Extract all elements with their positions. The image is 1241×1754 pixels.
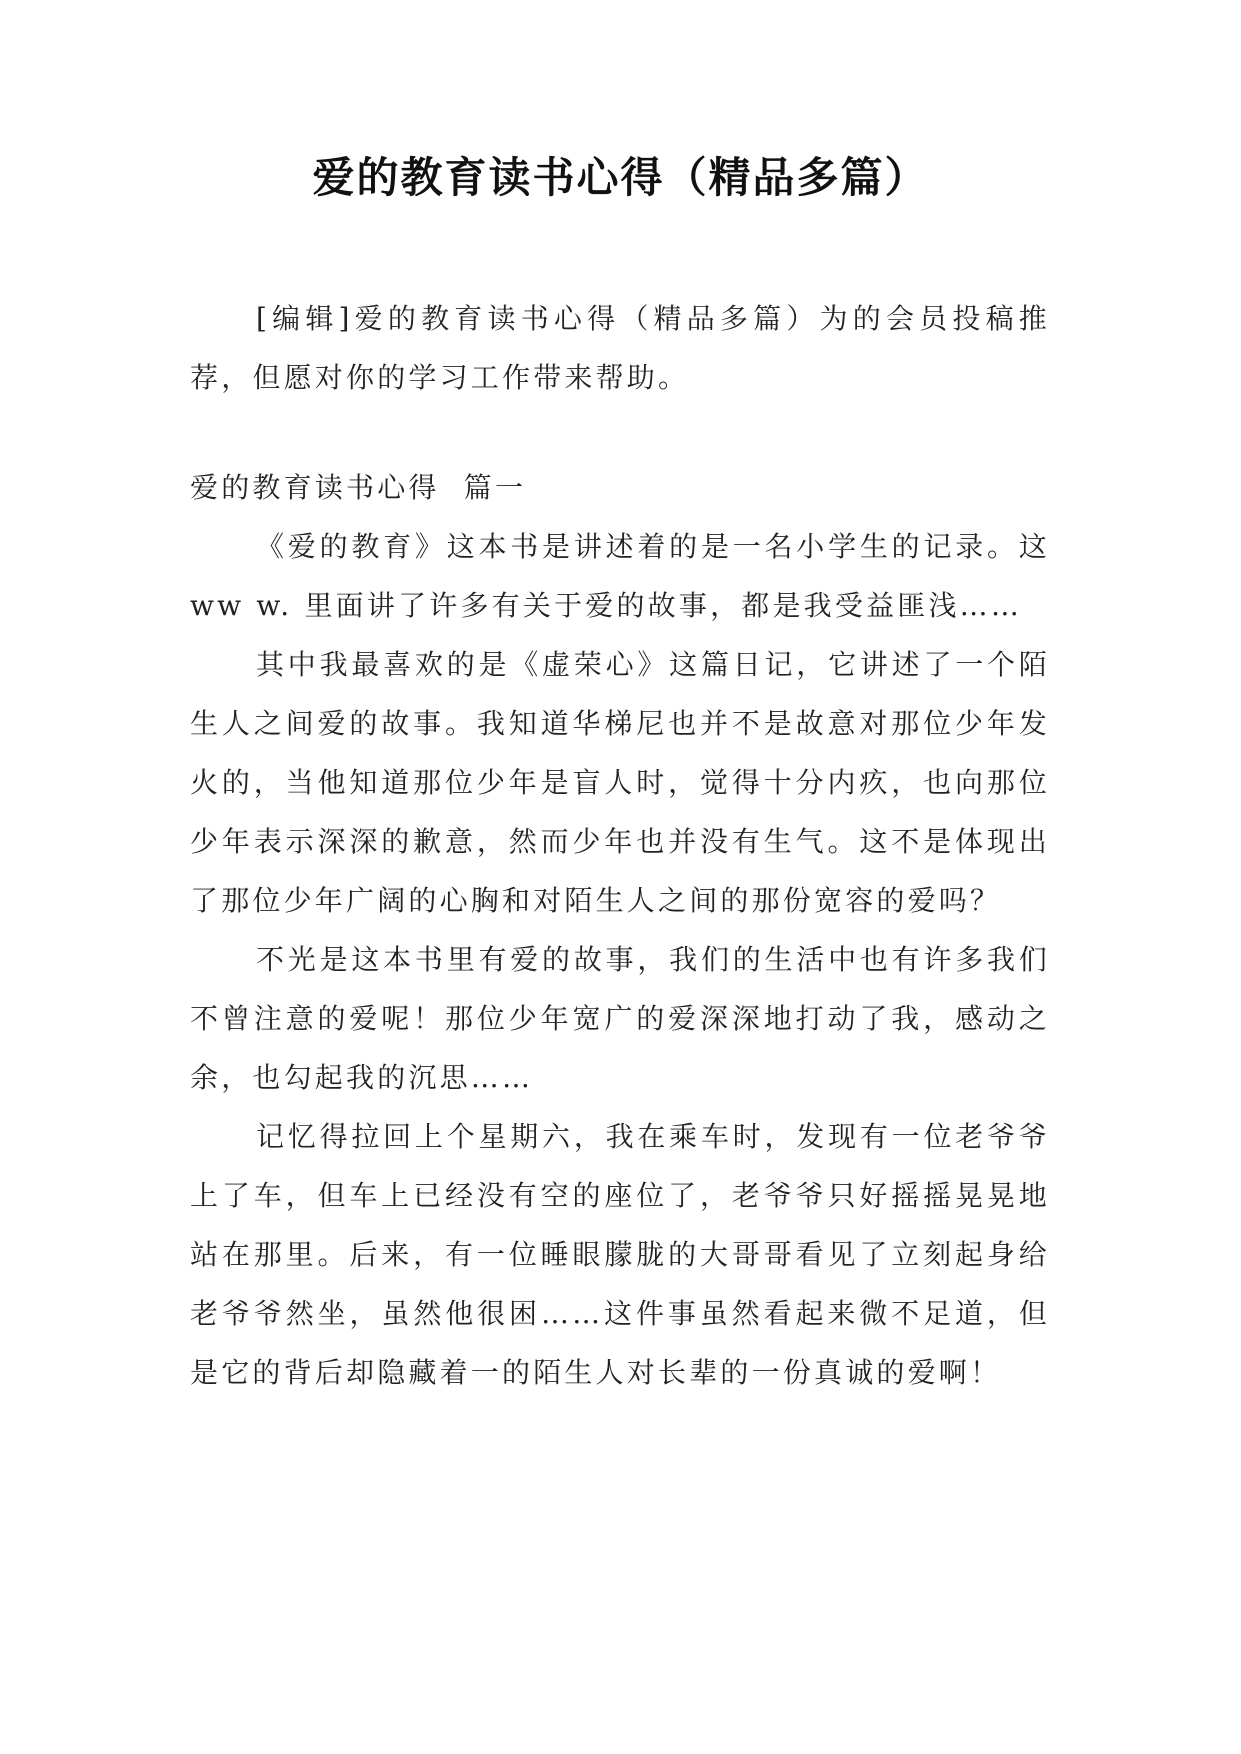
section-heading: 爱的教育读书心得 篇一 xyxy=(190,471,527,504)
paragraph: 《爱的教育》这本书是讲述着的是一名小学生的记录。这 ww w. 里面讲了许多有关于爱的故事，都是我受益匪浅…… xyxy=(190,530,1050,622)
paragraph: 其中我最喜欢的是《虚荣心》这篇日记，它讲述了一个陌生人之间爱的故事。我知道华梯尼也并不是故意对那位少年发火的，当他知道那位少年是盲人时，觉得十分内疚，也向那位少年表示深深的歉意，然而少年也并没有生气。这不是体现出了那位少年广阔的心胸和对陌生人之间的那份宽容的爱吗？ xyxy=(190,648,1050,917)
document-title: 爱的教育读书心得（精品多篇） xyxy=(312,153,929,202)
paragraph: 记忆得拉回上个星期六，我在乘车时，发现有一位老爷爷上了车，但车上已经没有空的座位了，老爷爷只好摇摇晃晃地站在那里。后来，有一位睡眼朦胧的大哥哥看见了立刻起身给老爷爷然坐，虽然他很困……这件事虽然看起来微不足道，但是它的背后却隐藏着一的陌生人对长辈的一份真诚的爱啊！ xyxy=(190,1120,1050,1389)
section-body xyxy=(190,517,1050,1402)
paragraph: 不光是这本书里有爱的故事，我们的生活中也有许多我们不曾注意的爱呢！那位少年宽广的爱深深地打动了我，感动之余，也勾起我的沉思…… xyxy=(190,943,1050,1094)
intro-block xyxy=(190,289,1050,407)
intro-paragraph: [编辑]爱的教育读书心得（精品多篇）为的会员投稿推荐，但愿对你的学习工作带来帮助。 xyxy=(190,302,1050,394)
